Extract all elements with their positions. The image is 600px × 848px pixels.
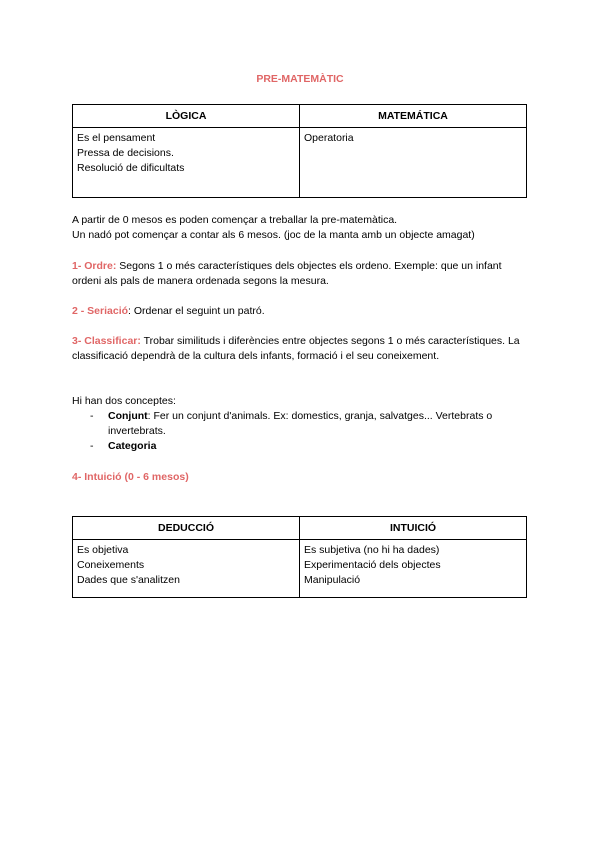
cell-line: Es subjetiva (no hi ha dades) — [304, 544, 440, 556]
table-cell-deduccio — [73, 540, 300, 598]
cell-line: Manipulació — [304, 574, 361, 586]
intro-line: A partir de 0 mesos es poden començar a treballar la pre-matemàtica. — [72, 214, 398, 226]
concepts-list — [72, 409, 532, 454]
section-text: Segons 1 o més característiques dels objectes els ordeno. Exemple: que un infant ordeni als pals de manera ordenada segons la mesura. — [72, 260, 502, 287]
section-ordre — [72, 259, 532, 289]
section-text: : Ordenar el seguint un patró. — [128, 305, 265, 317]
section-heading: 3- Classificar: — [72, 335, 141, 347]
bullet-dash: - — [90, 410, 94, 422]
logic-math-table — [72, 104, 527, 198]
intro-line: Un nadó pot començar a contar als 6 mesos. (joc de la manta amb un objecte amagat) — [72, 229, 475, 241]
table-cell-matematica — [300, 128, 527, 198]
cell-line: Es el pensament — [77, 132, 156, 144]
table-header-intuicio: INTUICIÓ — [300, 517, 527, 540]
list-item — [72, 439, 532, 454]
cell-line: Resolució de dificultats — [77, 162, 185, 174]
list-item — [72, 409, 532, 439]
section-seriacio — [72, 304, 532, 319]
table-header-deduccio: DEDUCCIÓ — [73, 517, 300, 540]
cell-line: Es objetiva — [77, 544, 129, 556]
table-header-matematica: MATEMÁTICA — [300, 105, 527, 128]
concept-text: : Fer un conjunt d'animals. Ex: domestics, granja, salvatges... Vertebrats o invertebrats. — [108, 410, 493, 437]
deduction-intuition-table — [72, 516, 527, 598]
section-heading: 2 - Seriació — [72, 305, 129, 317]
page-title: PRE-MATEMÀTIC — [256, 73, 344, 85]
table-cell-intuicio — [300, 540, 527, 598]
cell-line: Coneixements — [77, 559, 145, 571]
concepts-block — [72, 394, 532, 454]
section-heading: 1- Ordre: — [72, 260, 117, 272]
bullet-dash: - — [90, 440, 94, 452]
section-text: Trobar similituds i diferències entre objectes segons 1 o més característiques. La classificació dependrà de la cultura dels infants, formació i el seu coneixement. — [72, 335, 520, 362]
concepts-intro: Hi han dos conceptes: — [72, 395, 176, 407]
section-heading: 4- Intuició (0 - 6 mesos) — [72, 471, 189, 483]
concept-term: Conjunt — [108, 410, 148, 422]
table-header-logica: LÒGICA — [73, 105, 300, 128]
cell-line: Operatoria — [304, 132, 354, 144]
cell-line: Pressa de decisions. — [77, 147, 174, 159]
table-cell-logica — [73, 128, 300, 198]
section-intuicio — [72, 470, 532, 485]
concept-term: Categoria — [108, 440, 157, 452]
cell-line: Dades que s'analitzen — [77, 574, 180, 586]
cell-line: Experimentació dels objectes — [304, 559, 441, 571]
intro-paragraph — [72, 213, 532, 243]
section-classificar — [72, 334, 532, 364]
